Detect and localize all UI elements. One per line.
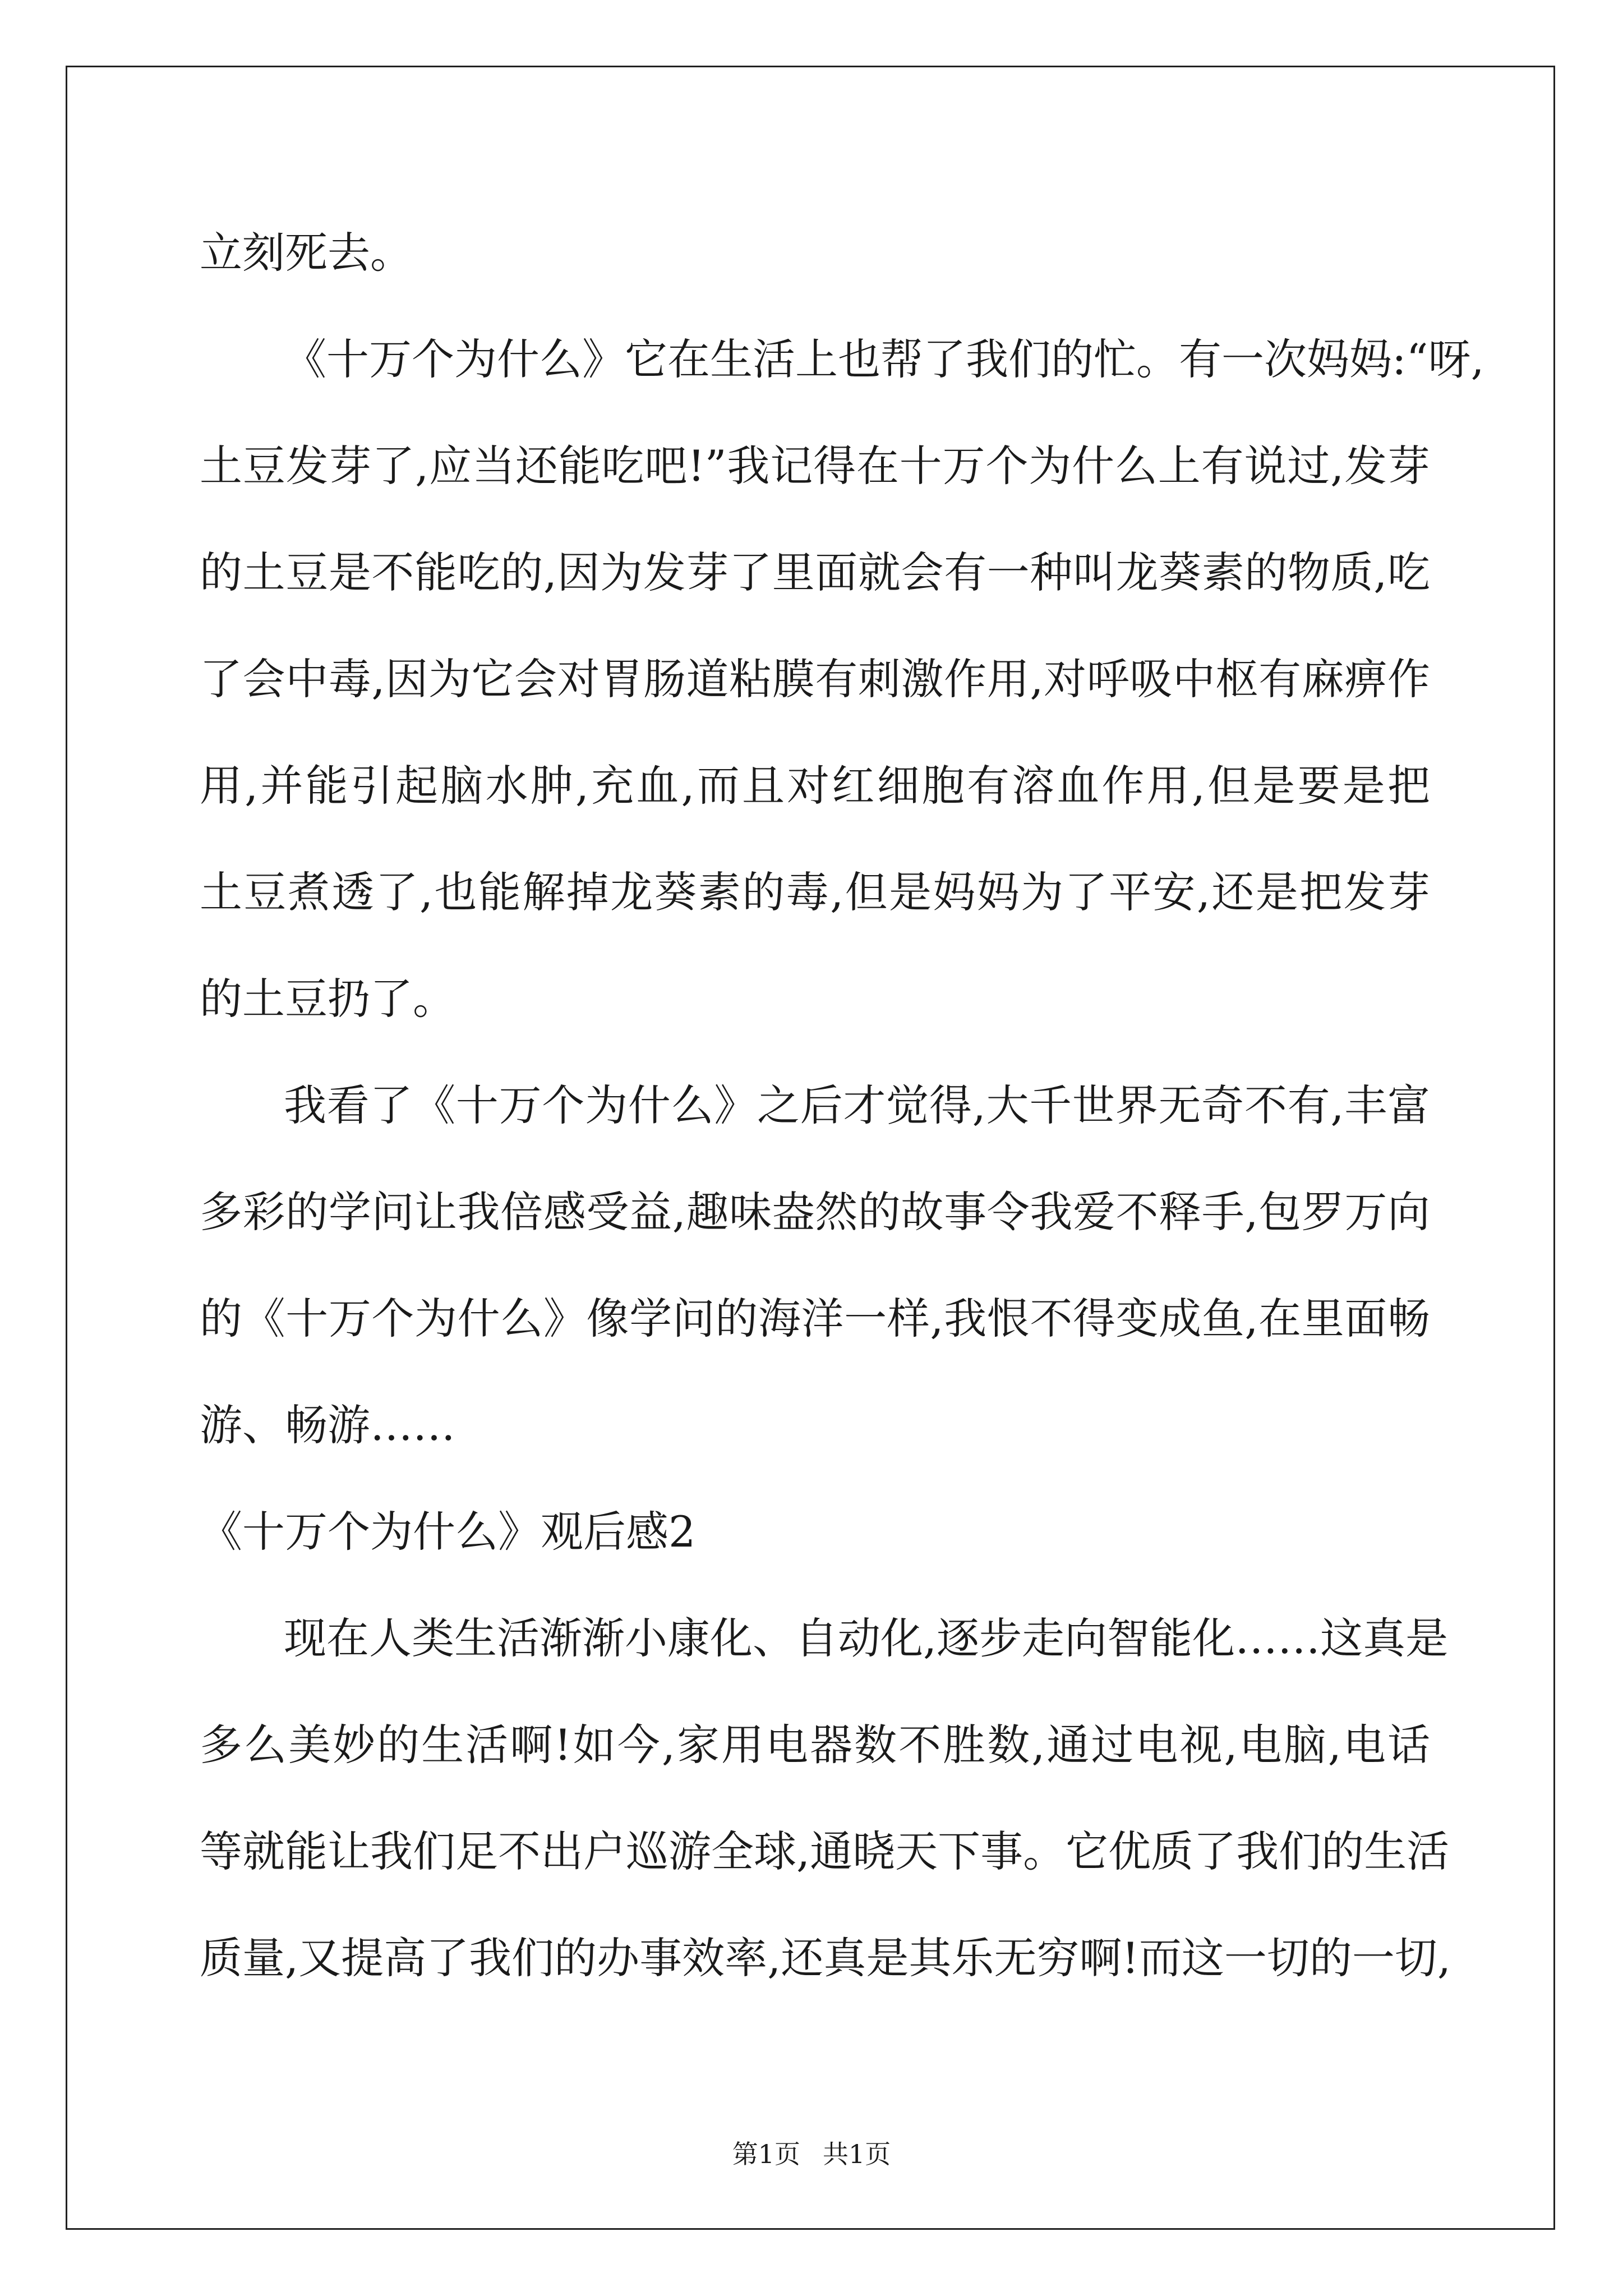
- text-line: 的土豆是不能吃的,因为发芽了里面就会有一种叫龙葵素的物质,吃: [200, 547, 1430, 597]
- page-number: 第1页: [732, 2139, 800, 2169]
- text-line: 多彩的学问让我倍感受益,趣味盎然的故事令我爱不释手,包罗万向: [200, 1187, 1430, 1237]
- text-line: 等就能让我们足不出户巡游全球,通晓天下事。它优质了我们的生活: [200, 1826, 1450, 1876]
- section-heading: 《十万个为什么》观后感2: [200, 1507, 696, 1557]
- paragraph-first-line: 《十万个为什么》它在生活上也帮了我们的忙。有一次妈妈:“呀,: [284, 334, 1484, 384]
- text-line: 的土豆扔了。: [200, 974, 455, 1024]
- text-line: 立刻死去。: [200, 228, 413, 278]
- text-line: 游、畅游……: [200, 1400, 455, 1450]
- paragraph-first-line: 我看了《十万个为什么》之后才觉得,大千世界无奇不有,丰富: [284, 1080, 1430, 1130]
- page-total: 共1页: [823, 2139, 891, 2169]
- text-line: 的《十万个为什么》像学问的海洋一样,我恨不得变成鱼,在里面畅: [200, 1294, 1430, 1343]
- paragraph-first-line: 现在人类生活渐渐小康化、自动化,逐步走向智能化……这真是: [284, 1613, 1449, 1663]
- text-line: 质量,又提高了我们的办事效率,还真是其乐无穷啊!而这一切的一切,: [200, 1933, 1451, 1983]
- text-line: 土豆煮透了,也能解掉龙葵素的毒,但是妈妈为了平安,还是把发芽: [200, 867, 1430, 917]
- document-body: [200, 200, 1484, 2012]
- page-footer: [0, 2137, 1623, 2171]
- text-line: 用,并能引起脑水肿,充血,而且对红细胞有溶血作用,但是要是把: [200, 761, 1430, 811]
- text-line: 多么美妙的生活啊!如今,家用电器数不胜数,通过电视,电脑,电话: [200, 1720, 1430, 1770]
- text-line: 了会中毒,因为它会对胃肠道粘膜有刺激作用,对呼吸中枢有麻痹作: [200, 654, 1430, 704]
- text-line: 土豆发芽了,应当还能吃吧!”我记得在十万个为什么上有说过,发芽: [200, 441, 1430, 491]
